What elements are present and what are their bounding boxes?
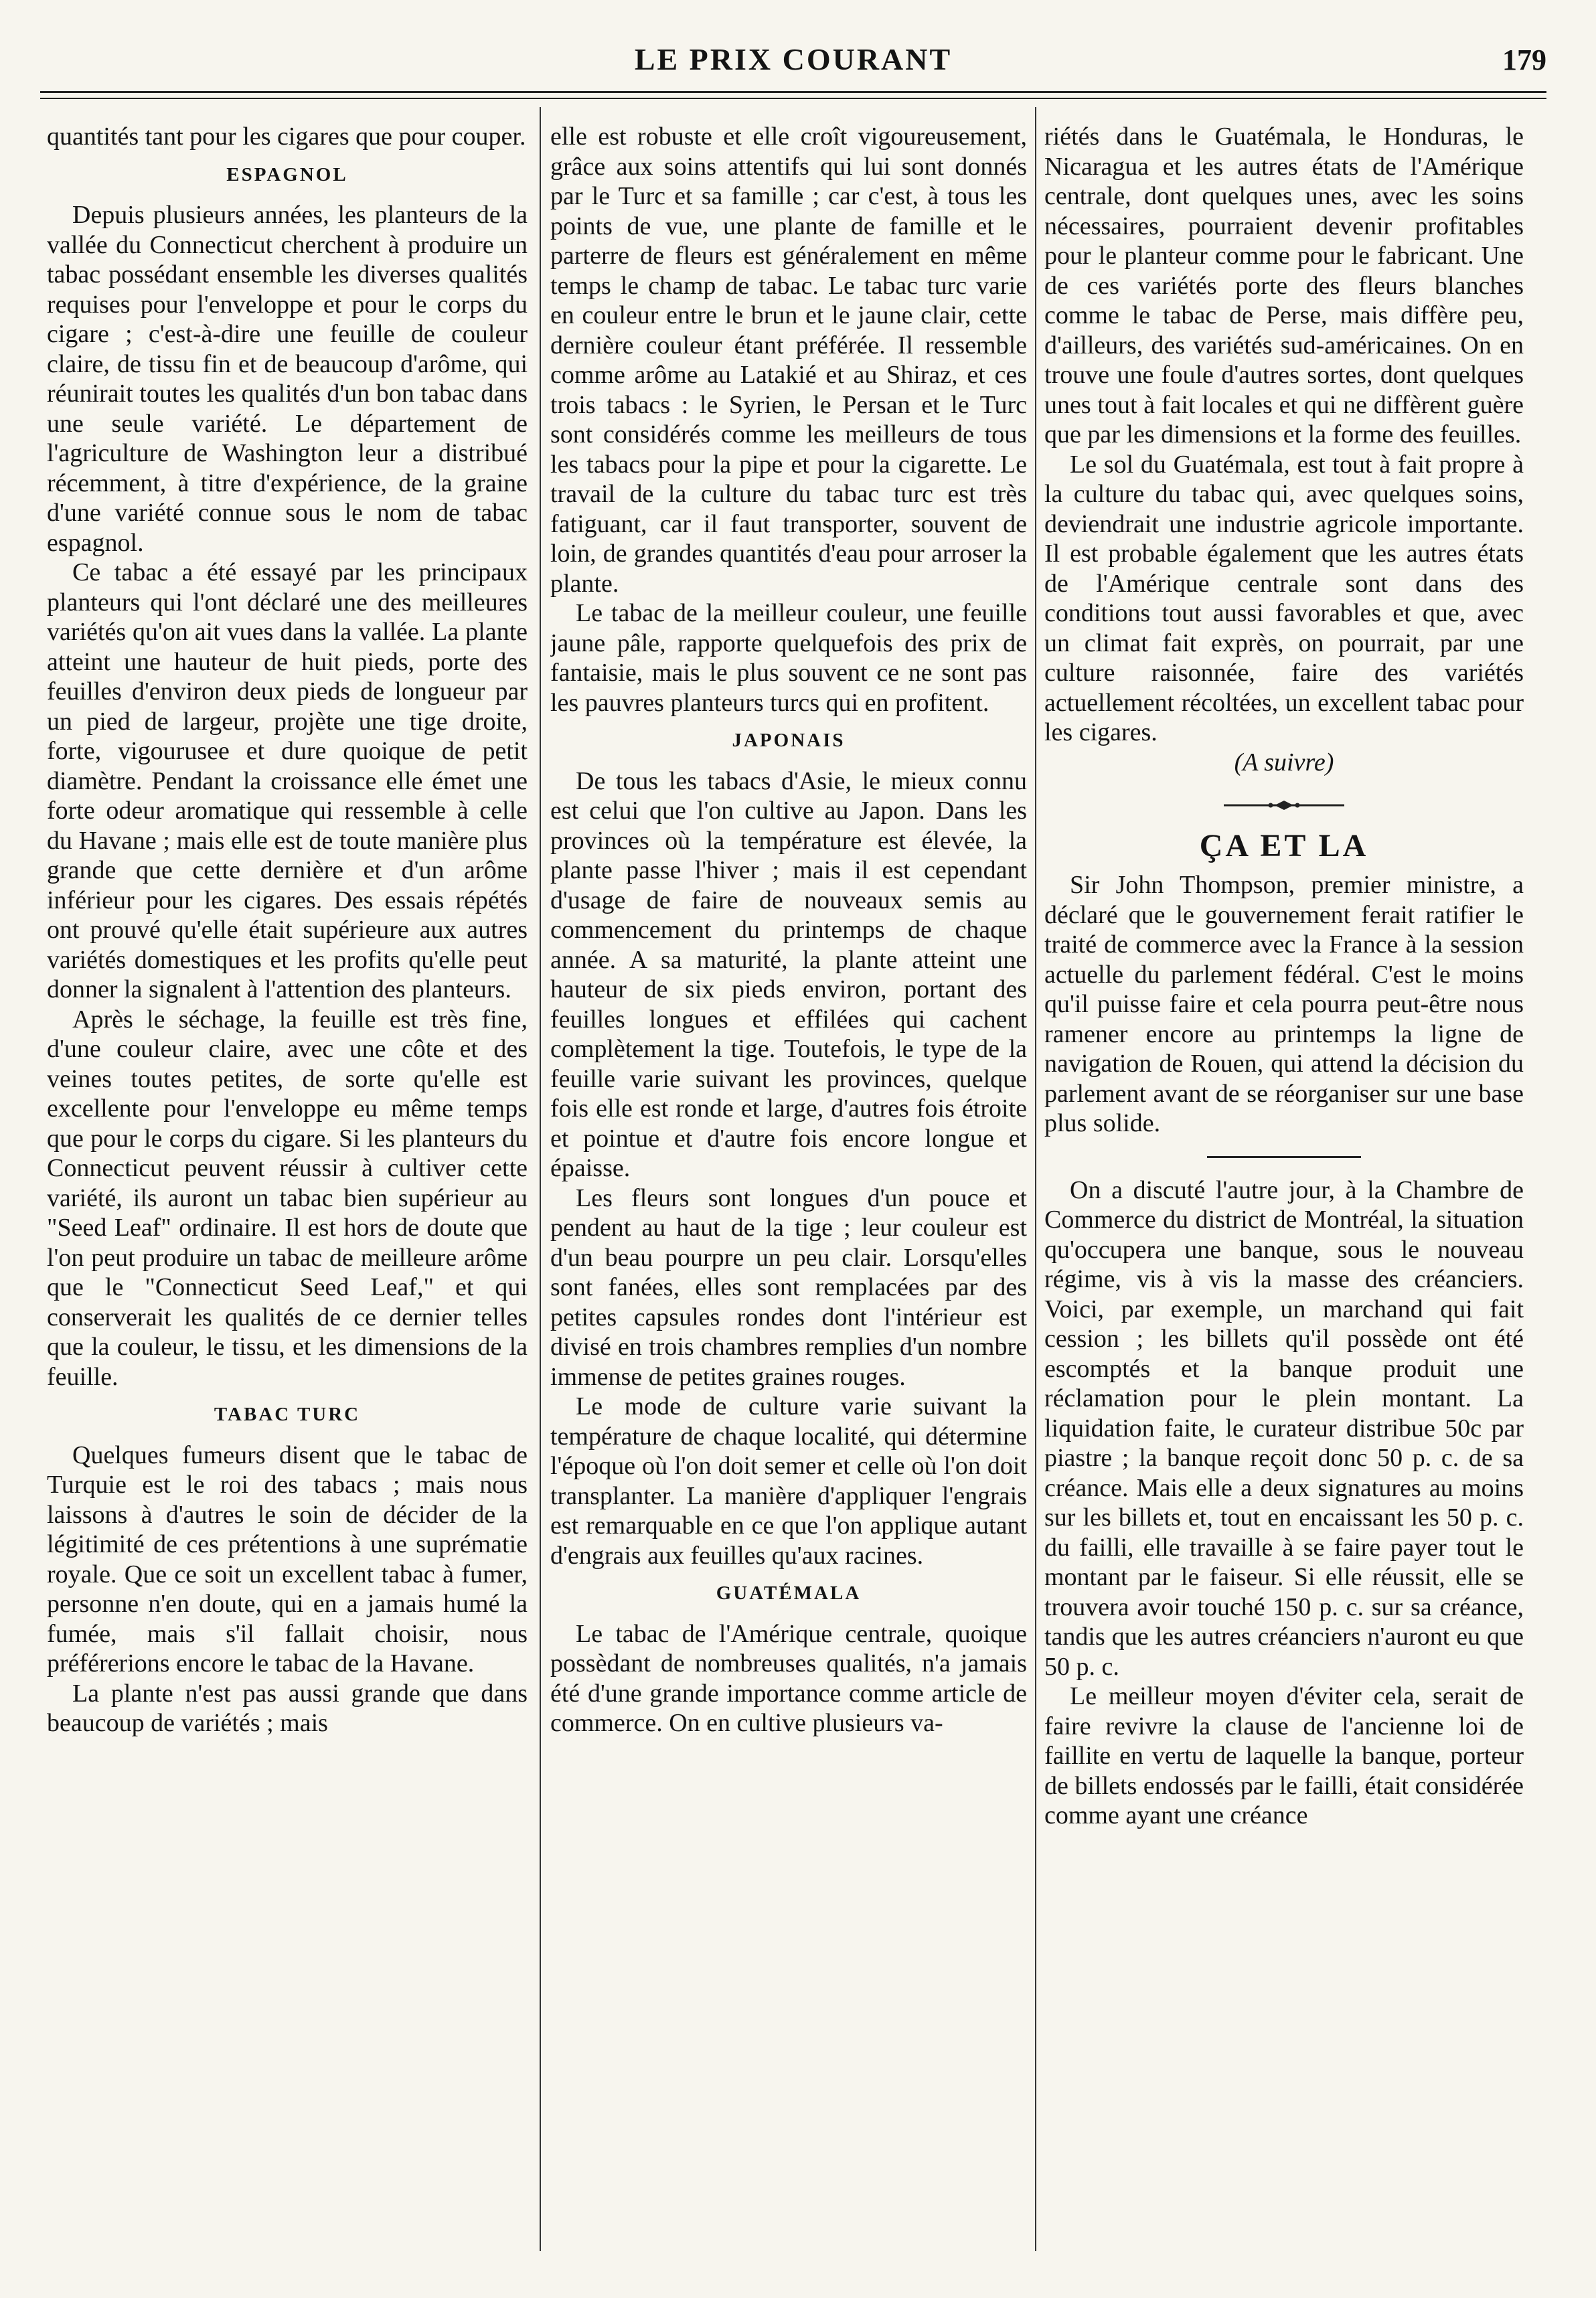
paragraph-guatemala-1: Le tabac de l'Amérique centrale, quoique possèdant de nombreuses qualités, n'a jamais été d'une grande importance comme article de commerce. On en cultive plusieurs va- — [550, 1619, 1027, 1737]
ornament-rule-icon — [1224, 799, 1344, 812]
paragraph-japonais-1: De tous les tabacs d'Asie, le mieux connu est celui que l'on cultive au Japon. Dans les provinces où la température est élevée, la plante passe l'hiver ; mais il est cependant d'usage de faire de nouveaux semis au commencement du printemps de chaque année. A sa maturité, la plante atteint une hauteur de six pieds environ, portant des feuilles longues et effilées qui cachent complètement la tige. Toutefois, le type de la feuille varie suivant les provinces, quelque fois elle est ronde et large, d'autres fois étroite et pointue et d'autre fois encore longue et épaisse. — [550, 766, 1027, 1182]
section-heading-ca-et-la: ÇA ET LA — [1199, 827, 1369, 864]
page-number: 179 — [1502, 44, 1546, 76]
paragraph-japonais-3: Le mode de culture varie suivant la température de chaque localité, qui détermine l'époque où l'on doit semer et celle où l'on doit transplanter. La manière d'appliquer l'engrais est remarquable en ce que l'on applique autant d'engrais aux feuilles qu'aux racines. — [550, 1392, 1027, 1570]
column-divider-right — [1035, 107, 1036, 2251]
section-heading-japonais: JAPONAIS — [732, 730, 846, 751]
paragraph-ca-et-la-2: On a discuté l'autre jour, à la Chambre de Commerce du district de Montréal, la situation qu'occupera une banque, sous le nouveau régime, vis à vis la masse des créanciers. Voici, par exemple, un marchand qui fait cession ; les billets qu'il possède ont été escomptés et la banque produit une réclamation pour le plein montant. La liquidation faite, le curateur distribue 50c par piastre ; la banque reçoit donc 50 p. c. de sa créance. Mais elle a deux signatures au moins sur les billets et, tout en encaissant les 50 p. c. du failli, elle travaille à se faire payer tout le montant par le faiseur. Si elle réussit, elle se trouvera avoir touché 150 p. c. sur sa créance, tandis que les autres créanciers n'auront eu que 50 p. c. — [1044, 1175, 1524, 1681]
section-ornament — [1044, 789, 1524, 819]
to-be-continued-note: (A suivre) — [1234, 748, 1334, 776]
column-right — [1044, 122, 1524, 2267]
header-rule-thin — [40, 98, 1546, 99]
paragraph-turc-1: Quelques fumeurs disent que le tabac de Turquie est le roi des tabacs ; mais nous laissons à d'autres le soin de décider de la légitimité de ces prétentions à une suprématie royale. Que ce soit un excellent tabac à fumer, personne n'en doute, qui en a jamais humé la fumée, mais s'il fallait choisir, nous préférerions encore le tabac de la Havane. — [47, 1441, 528, 1677]
item-separator — [1207, 1156, 1361, 1158]
section-heading-guatemala: GUATÉMALA — [716, 1582, 862, 1604]
paragraph-turc-continued: elle est robuste et elle croît vigoureusement, grâce aux soins attentifs qui lui sont donnés par le Turc et sa famille ; car c'est, à tous les points de vue, une plante de famille et le parterre de fleurs est généralement en même temps le champ de tabac. Le tabac turc varie en couleur entre le brun et le jaune clair, cette dernière couleur étant préférée. Il ressemble comme arôme au Latakié et au Shiraz, et ces trois tabacs : le Syrien, le Persan et le Turc sont considérés comme les meilleurs de tous les tabacs pour la pipe et pour la cigarette. Le travail de la culture du tabac turc est très fatiguant, car il faut transporter, souvent de loin, de grandes quantités d'eau pour arroser la plante. — [550, 122, 1027, 598]
paragraph-espagnol-1: Depuis plusieurs années, les planteurs de la vallée du Connecticut cherchent à produire un tabac possédant ensemble les diverses qualités requises pour l'enveloppe et pour le corps du cigare ; c'est-à-dire une feuille de couleur claire, de tissu fin et de beaucoup d'arôme, qui réunirait toutes les qualités d'un bon tabac dans une seule variété. Le département de l'agriculture de Washington leur a distribué récemment, à titre d'expérience, de la graine d'une variété connue sous le nom de tabac espagnol. — [47, 201, 528, 557]
paragraph-turc-3: Le tabac de la meilleur couleur, une feuille jaune pâle, rapporte quelquefois des prix de fantaisie, mais le plus souvent ce ne sont pas les pauvres planteurs turcs qui en profitent. — [550, 599, 1027, 717]
section-heading-tabac-turc: TABAC TURC — [214, 1404, 361, 1425]
header-rule-thick — [40, 91, 1546, 93]
section-heading-espagnol: ESPAGNOL — [226, 163, 348, 185]
page-header — [40, 42, 1546, 88]
publication-title: LE PRIX COURANT — [634, 42, 953, 76]
paragraph-guatemala-continued: riétés dans le Guatémala, le Honduras, le Nicaragua et les autres états de l'Amérique centrale, dont quelques unes, avec les soins nécessaires, pourraient devenir profitables pour le planteur comme pour le fabricant. Une de ces variétés porte des fleurs blanches comme le tabac de Perse, mais diffère peu, d'ailleurs, des variétés sud-américaines. On en trouve une foule d'autres sortes, dont quelques unes tout à fait locales et qui ne diffèrent guère que par les dimensions et la forme des feuilles. — [1044, 122, 1524, 448]
column-left — [47, 122, 528, 2267]
paragraph-ca-et-la-3: Le meilleur moyen d'éviter cela, serait de faire revivre la clause de l'ancienne loi de faillite en vertu de laquelle la banque, porteur de billets endossés par le failli, était considérée comme ayant une créance — [1044, 1682, 1524, 1829]
column-middle — [550, 122, 1027, 2267]
column-divider-left — [540, 107, 541, 2251]
paragraph-guatemala-2: Le sol du Guatémala, est tout à fait propre à la culture du tabac qui, avec quelques soins, deviendrait une industrie agricole importante. Il est probable également que les autres états de l'Amérique centrale sont dans des conditions tout aussi favorables et que, avec un climat fait exprès, on pourrait, par une culture raisonnée, faire des variétés actuellement récoltées, un excellent tabac pour les cigares. — [1044, 450, 1524, 746]
paragraph-japonais-2: Les fleurs sont longues d'un pouce et pendent au haut de la tige ; leur couleur est d'un beau pourpre un peu clair. Lorsqu'elles sont fanées, elles sont remplacées par des petites capsules rondes dont l'intérieur est divisé en trois chambres remplies d'un nombre immense de petites graines rouges. — [550, 1183, 1027, 1391]
paragraph-turc-2: La plante n'est pas aussi grande que dans beaucoup de variétés ; mais — [47, 1679, 528, 1737]
paragraph-ca-et-la-1: Sir John Thompson, premier ministre, a déclaré que le gouvernement ferait ratifier le traité de commerce avec la France à la session actuelle du parlement fédéral. C'est le moins qu'il puisse faire et cela pourra peut-être nous ramener encore au printemps la ligne de navigation de Rouen, qui attend la décision du parlement avant de se réorganiser sur une base plus solide. — [1044, 871, 1524, 1137]
paragraph-espagnol-2: Ce tabac a été essayé par les principaux planteurs qui l'ont déclaré une des meilleures variétés qu'on ait vues dans la vallée. La plante atteint une hauteur de huit pieds, porte des feuilles d'environ deux pieds de longueur par un pied de largeur, projète une tige droite, forte, vigourusee et dure quoique de petit diamètre. Pendant la croissance elle émet une forte odeur aromatique qui ressemble à celle du Havane ; mais elle est de toute manière plus grande que cette dernière et d'un arôme inférieur pour les cigares. Des essais répétés ont prouvé qu'elle était supérieure aux autres variétés domestiques et les profits qu'elle peut donner la signalent à l'attention des planteurs. — [47, 558, 528, 1003]
paragraph-intro: quantités tant pour les cigares que pour couper. — [47, 122, 526, 151]
paragraph-espagnol-3: Après le séchage, la feuille est très fine, d'une couleur claire, avec une côte et des veines toutes petites, de sorte qu'elle est excellente pour l'enveloppe eu même temps que pour le corps du cigare. Si les planteurs du Connecticut peuvent réussir à cultiver cette variété, ils auront un tabac bien supérieur au "Seed Leaf" ordinaire. Il est hors de doute que l'on peut produire un tabac de meilleure arôme que le "Connecticut Seed Leaf," et qui conserverait les qualités de ce dernier telles que la couleur, le tissu, et les dimensions de la feuille. — [47, 1005, 528, 1391]
